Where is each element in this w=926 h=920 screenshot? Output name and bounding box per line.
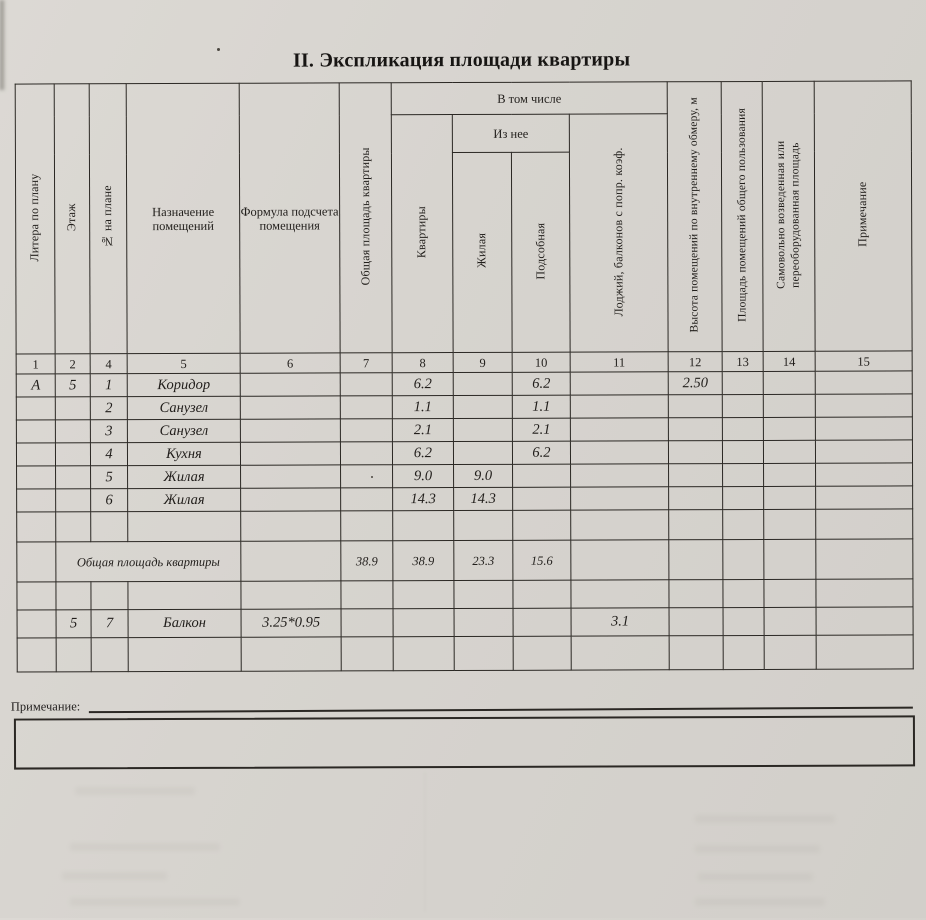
empty-cell [816, 635, 913, 669]
empty-cell [764, 579, 816, 607]
col-num: 2 [55, 354, 90, 374]
col-num: 13 [722, 351, 763, 371]
empty-cell [17, 638, 56, 672]
cell-loggia [570, 441, 668, 464]
empty-cell [128, 511, 241, 541]
header-litera-label: Литера по плану [27, 173, 42, 262]
header-total-area [339, 83, 392, 353]
cell-common [722, 440, 763, 463]
cell-height [669, 608, 723, 636]
empty-cell [454, 580, 513, 608]
cell-floor [55, 397, 90, 420]
header-plan-no-label: № на плане [100, 185, 115, 249]
summary-aux: 15.6 [513, 540, 571, 580]
empty-cell [128, 581, 241, 609]
empty-cell [816, 509, 913, 539]
cell-height [668, 395, 722, 418]
cell-floor: 5 [56, 610, 91, 638]
header-purpose: Назначение помещений [126, 83, 240, 353]
cell-purpose: Жилая [128, 488, 241, 511]
cell-common [722, 371, 763, 394]
cell-formula [240, 396, 340, 419]
empty-cell [571, 580, 669, 608]
header-height [667, 82, 722, 352]
cell-no: 5 [91, 466, 128, 489]
col-num: 14 [763, 351, 815, 371]
cell-unauth [763, 371, 815, 394]
bleed-through-line [424, 772, 426, 912]
summary-apt: 38.9 [393, 541, 454, 581]
cell-apt: 2.1 [392, 419, 453, 442]
empty-cell [723, 579, 764, 607]
col-num: 5 [127, 353, 240, 373]
cell-litera [17, 542, 56, 582]
col-num: 10 [512, 352, 570, 372]
cell-no: 7 [91, 610, 128, 638]
col-num: 15 [815, 351, 912, 371]
col-num: 1 [16, 354, 55, 374]
empty-cell [393, 581, 454, 609]
bleed-through-mark [698, 873, 813, 881]
cell-unauth [763, 394, 815, 417]
cell-litera [17, 466, 56, 489]
cell-purpose: Жилая [128, 465, 241, 488]
cell-unauth [764, 539, 816, 579]
cell-purpose: Балкон [128, 609, 241, 637]
cell-formula [240, 373, 340, 396]
cell-living [453, 372, 512, 395]
header-litera [15, 84, 55, 354]
cell-note [816, 486, 913, 509]
cell-purpose: Санузел [127, 396, 240, 419]
empty-cell [241, 581, 341, 609]
header-unauthorized-label: Самовольно возведенная или переоборудованная площадь [775, 140, 802, 290]
empty-row [17, 635, 913, 672]
header-loggia [569, 114, 668, 352]
cell-unauth [763, 417, 815, 440]
col-num: 7 [340, 353, 392, 373]
cell-aux: 6.2 [512, 372, 570, 395]
cell-apt: 6.2 [392, 442, 453, 465]
empty-cell [454, 510, 513, 540]
empty-cell [128, 637, 241, 671]
cell-living: 9.0 [454, 464, 513, 487]
header-note-label: Примечание [855, 181, 870, 248]
header-common-label: Площадь помещений общего пользования [735, 108, 749, 322]
header-apartment-label: Квартиры [414, 206, 429, 259]
cell-total [341, 609, 393, 637]
cell-height [669, 487, 723, 510]
table-row-koridor [16, 371, 912, 397]
header-loggia-label: Лоджий, балконов с попр. коэф. [610, 146, 626, 316]
empty-row [17, 509, 913, 542]
header-living-label: Жилая [474, 233, 489, 269]
cell-total [341, 465, 393, 488]
cell-unauth [763, 440, 815, 463]
empty-cell [669, 636, 723, 670]
header-floor [54, 84, 90, 354]
empty-cell [454, 636, 513, 670]
cell-height [668, 441, 722, 464]
cell-floor [55, 443, 90, 466]
cell-purpose: Коридор [127, 373, 240, 396]
paper-speck [217, 48, 220, 51]
header-plan-no [89, 84, 127, 354]
col-num: 8 [392, 353, 453, 373]
cell-apt [393, 609, 454, 637]
header-auxiliary [511, 152, 570, 352]
cell-note [816, 463, 913, 486]
cell-loggia [570, 418, 668, 441]
empty-cell [241, 511, 341, 541]
cell-loggia: 3.1 [571, 608, 669, 636]
header-common [721, 81, 763, 351]
table-row-sanuzel-1 [16, 394, 912, 420]
cell-aux [513, 487, 571, 510]
cell-formula [240, 442, 340, 465]
cell-living [453, 418, 512, 441]
header-group-including: В том числе [391, 82, 667, 115]
empty-cell [513, 636, 571, 670]
bleed-through-mark [75, 787, 195, 795]
cell-common [722, 394, 763, 417]
cell-common [723, 463, 764, 486]
empty-cell [513, 580, 571, 608]
header-group-of-it: Из нее [452, 114, 569, 152]
cell-apt: 14.3 [393, 488, 454, 511]
cell-height [669, 540, 723, 580]
empty-cell [669, 510, 723, 540]
empty-cell [91, 638, 128, 672]
empty-cell [56, 638, 91, 672]
cell-formula [241, 541, 341, 581]
cell-living: 14.3 [454, 487, 513, 510]
cell-living [453, 441, 512, 464]
empty-cell [17, 512, 56, 542]
cell-height [668, 418, 722, 441]
cell-no: 3 [90, 420, 127, 443]
cell-floor [55, 420, 90, 443]
cell-living [454, 608, 513, 636]
page-title: II. Экспликация площади квартиры [292, 48, 631, 72]
cell-aux [513, 464, 571, 487]
summary-row [17, 539, 913, 582]
cell-total [340, 442, 392, 465]
header-note [814, 81, 912, 351]
cell-note [816, 607, 913, 635]
header-formula: Формула подсчета помещения [239, 83, 340, 353]
bleed-through-mark [62, 872, 167, 880]
cell-formula: 3.25*0.95 [241, 609, 341, 637]
cell-litera [17, 610, 56, 638]
empty-row [17, 579, 913, 610]
empty-cell [513, 510, 571, 540]
cell-unauth [764, 607, 816, 635]
cell-formula [241, 488, 341, 511]
empty-cell [816, 579, 913, 607]
col-num: 11 [570, 352, 668, 372]
cell-no: 6 [91, 489, 128, 512]
cell-litera: А [16, 374, 55, 397]
cell-unauth [764, 463, 816, 486]
cell-apt: 9.0 [393, 465, 454, 488]
cell-no: 1 [90, 374, 127, 397]
header-auxiliary-label: Подсобная [532, 222, 548, 280]
table-row-zhilaya-2 [17, 486, 913, 512]
cell-loggia [571, 464, 669, 487]
note-rule-line [89, 707, 913, 714]
cell-loggia [570, 395, 668, 418]
cell-note [815, 440, 912, 463]
header-apartment [391, 115, 453, 353]
col-num: 9 [453, 352, 512, 372]
empty-cell [56, 582, 91, 610]
note-section-label: Примечание: [10, 699, 81, 714]
paper-edge-shadow [0, 0, 5, 90]
cell-litera [16, 397, 55, 420]
header-unauthorized [762, 81, 815, 351]
table-row-kuhnya [16, 440, 912, 466]
cell-living [453, 395, 512, 418]
cell-loggia [570, 372, 668, 395]
cell-total [340, 373, 392, 396]
cell-litera [16, 420, 55, 443]
cell-total [341, 488, 393, 511]
note-box [14, 715, 915, 769]
empty-cell [91, 512, 128, 542]
cell-aux: 1.1 [512, 395, 570, 418]
cell-purpose: Санузел [127, 419, 240, 442]
cell-total [340, 419, 392, 442]
empty-cell [393, 511, 454, 541]
cell-aux: 2.1 [512, 418, 570, 441]
header-floor-label: Этаж [64, 203, 79, 232]
cell-floor: 5 [55, 374, 90, 397]
header-height-label: Высота помещений по внутреннему обмеру, м [687, 97, 701, 333]
table-row-sanuzel-2 [16, 417, 912, 443]
empty-cell [91, 582, 128, 610]
header-total-area-label: Общая площадь квартиры [357, 147, 373, 286]
cell-no: 4 [90, 443, 127, 466]
cell-formula [241, 465, 341, 488]
cell-floor [56, 489, 91, 512]
cell-height [669, 464, 723, 487]
bleed-through-mark [695, 845, 820, 853]
cell-no: 2 [90, 397, 127, 420]
cell-note [815, 394, 912, 417]
header-living [452, 152, 512, 352]
summary-living: 23.3 [454, 540, 513, 580]
empty-cell [764, 635, 816, 669]
empty-cell [56, 512, 91, 542]
cell-common [722, 417, 763, 440]
empty-cell [241, 637, 341, 671]
cell-litera [16, 443, 55, 466]
table-row-zhilaya-1 [17, 463, 913, 489]
cell-aux: 6.2 [512, 441, 570, 464]
cell-common [723, 539, 764, 579]
empty-cell [341, 511, 393, 541]
bleed-through-mark [70, 898, 240, 906]
col-num: 12 [668, 352, 722, 372]
empty-cell [764, 509, 816, 539]
col-num: 6 [240, 353, 340, 373]
cell-loggia [571, 487, 669, 510]
cell-note [815, 371, 912, 394]
cell-litera [17, 489, 56, 512]
empty-cell [571, 636, 669, 670]
empty-cell [341, 637, 393, 671]
empty-cell [341, 581, 393, 609]
empty-cell [571, 510, 669, 540]
cell-apt: 6.2 [392, 373, 453, 396]
cell-apt: 1.1 [392, 396, 453, 419]
empty-cell [393, 637, 454, 671]
cell-note [816, 539, 913, 579]
cell-purpose: Кухня [127, 442, 240, 465]
bleed-through-mark [695, 898, 825, 906]
cell-common [723, 486, 764, 509]
cell-floor [56, 466, 91, 489]
explication-table [15, 80, 914, 672]
cell-total [340, 396, 392, 419]
summary-total: 38.9 [341, 541, 393, 581]
bleed-through-mark [695, 815, 835, 823]
cell-loggia [571, 540, 669, 580]
balcony-row [17, 607, 913, 638]
header-row-1 [15, 81, 911, 116]
summary-label: Общая площадь квартиры [56, 541, 241, 582]
empty-cell [723, 509, 764, 539]
col-num: 4 [90, 354, 127, 374]
cell-unauth [764, 486, 816, 509]
paper-speck [371, 476, 373, 478]
empty-cell [723, 635, 764, 669]
cell-formula [240, 419, 340, 442]
empty-cell [669, 580, 723, 608]
empty-cell [17, 582, 56, 610]
cell-note [815, 417, 912, 440]
cell-aux [513, 608, 571, 636]
cell-height: 2.50 [668, 372, 722, 395]
cell-common [723, 607, 764, 635]
bleed-through-mark [70, 843, 220, 851]
